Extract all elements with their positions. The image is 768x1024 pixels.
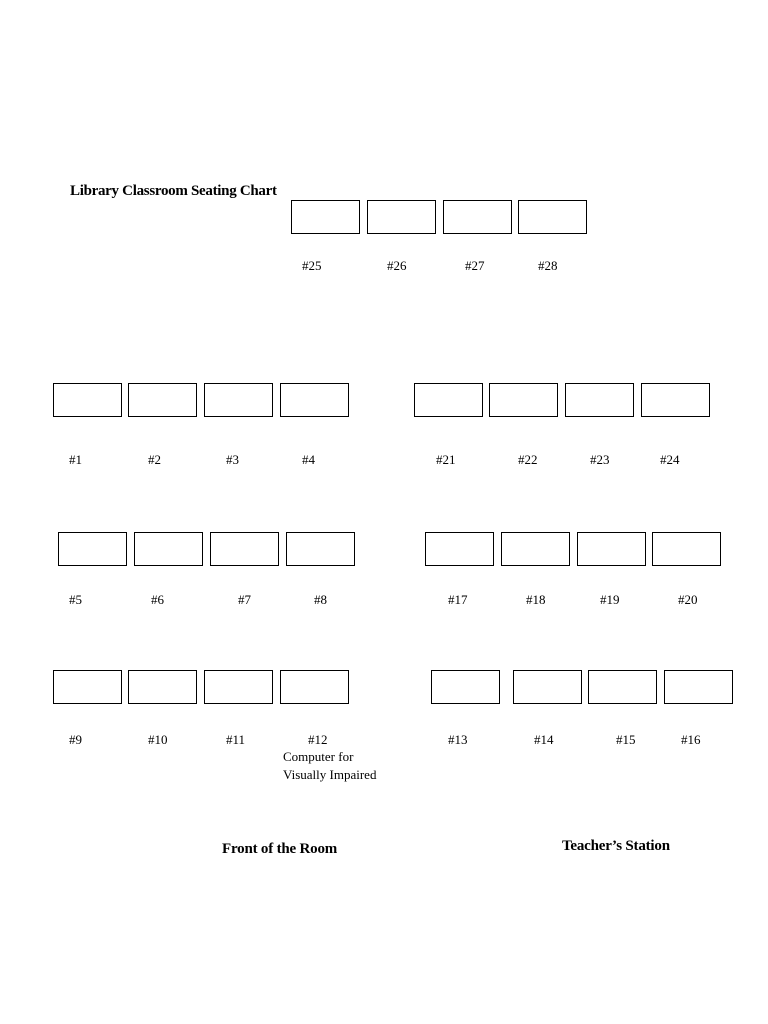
desk-2: [128, 383, 197, 417]
page-title: Library Classroom Seating Chart: [70, 183, 277, 199]
desk-27: [443, 200, 512, 234]
desk-5: [58, 532, 127, 566]
seat-label-27: #27: [465, 258, 485, 273]
seat-label-6: #6: [151, 592, 164, 607]
desk-24: [641, 383, 710, 417]
seat-label-9: #9: [69, 732, 82, 747]
seat-label-12: #12: [308, 732, 328, 747]
seat-label-7: #7: [238, 592, 251, 607]
desk-26: [367, 200, 436, 234]
desk-28: [518, 200, 587, 234]
front-of-room-label: Front of the Room: [222, 841, 338, 857]
seat-label-15: #15: [616, 732, 636, 747]
desk-18: [501, 532, 570, 566]
desk-3: [204, 383, 273, 417]
seat-label-1: #1: [69, 452, 82, 467]
seat-label-2: #2: [148, 452, 161, 467]
desk-6: [134, 532, 203, 566]
desk-23: [565, 383, 634, 417]
desk-4: [280, 383, 349, 417]
seat-label-18: #18: [526, 592, 546, 607]
seat-label-19: #19: [600, 592, 620, 607]
desk-15: [588, 670, 657, 704]
desk-7: [210, 532, 279, 566]
seat-label-22: #22: [518, 452, 538, 467]
desk-22: [489, 383, 558, 417]
computer-note: [283, 748, 376, 784]
seat-label-11: #11: [226, 732, 246, 747]
seat-label-14: #14: [534, 732, 554, 747]
seat-label-17: #17: [448, 592, 468, 607]
desk-8: [286, 532, 355, 566]
desk-20: [652, 532, 721, 566]
seat-label-25: #25: [302, 258, 322, 273]
computer-note-line-2: Visually Impaired: [283, 767, 377, 782]
desk-11: [204, 670, 273, 704]
seat-label-24: #24: [660, 452, 680, 467]
seat-label-26: #26: [387, 258, 407, 273]
desk-12: [280, 670, 349, 704]
desk-17: [425, 532, 494, 566]
desk-21: [414, 383, 483, 417]
seat-label-21: #21: [436, 452, 456, 467]
seat-label-20: #20: [678, 592, 698, 607]
seat-label-4: #4: [302, 452, 315, 467]
seat-label-13: #13: [448, 732, 468, 747]
desk-19: [577, 532, 646, 566]
seat-label-5: #5: [69, 592, 82, 607]
desk-10: [128, 670, 197, 704]
seat-label-23: #23: [590, 452, 610, 467]
desk-16: [664, 670, 733, 704]
desk-1: [53, 383, 122, 417]
desk-14: [513, 670, 582, 704]
seat-label-28: #28: [538, 258, 558, 273]
desk-13: [431, 670, 500, 704]
computer-note-line-1: Computer for: [283, 749, 354, 764]
seat-label-8: #8: [314, 592, 327, 607]
seat-label-16: #16: [681, 732, 701, 747]
desk-25: [291, 200, 360, 234]
desk-9: [53, 670, 122, 704]
seat-label-10: #10: [148, 732, 168, 747]
teacher-station-label: Teacher’s Station: [562, 838, 670, 854]
seat-label-3: #3: [226, 452, 239, 467]
